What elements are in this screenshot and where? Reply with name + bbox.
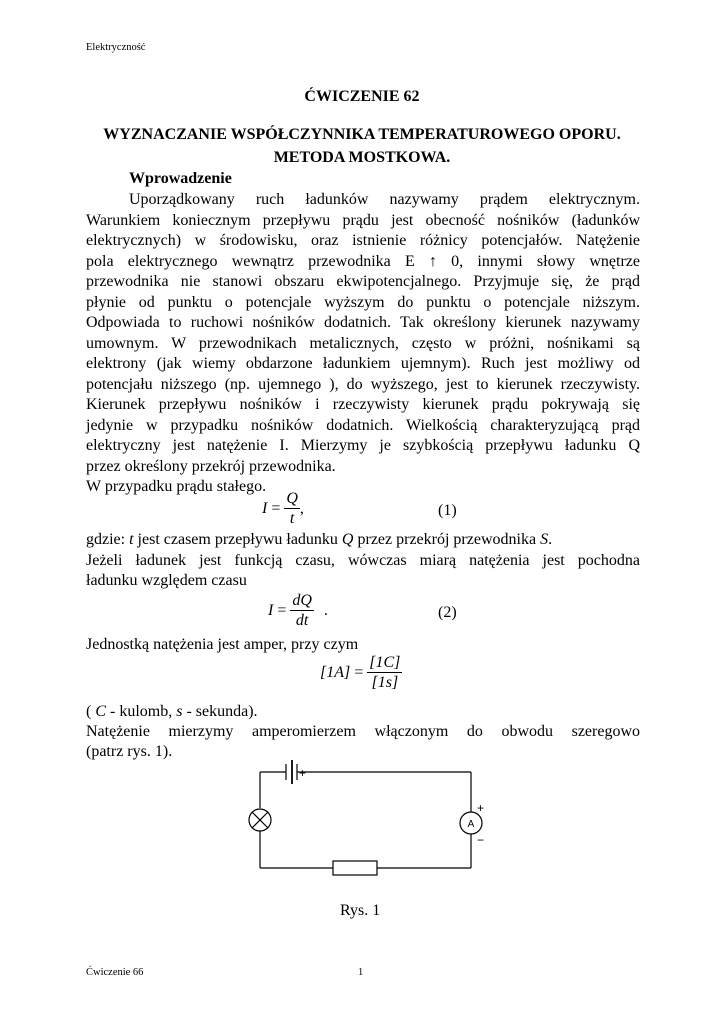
running-header: Elektryczność xyxy=(86,42,146,53)
where-line xyxy=(86,531,552,549)
unit-note-C: C xyxy=(95,703,106,720)
intro-line: pola elektrycznego wewnątrz przewodnika E ↑ 0, innymi słowy wnętrze xyxy=(86,252,640,270)
intro-line: płynie od punktu o potencjale wyższym do punktu o potencjale niższym. xyxy=(86,293,640,311)
unit-lhs: [1A] xyxy=(320,664,351,682)
unit-numerator: [1C] xyxy=(369,654,401,671)
eq2-fraction xyxy=(290,592,314,631)
eq2-dot: . xyxy=(323,602,328,620)
eq2-lhs: I xyxy=(268,602,274,620)
intro-line: przez określony przekrój przewodnika. xyxy=(86,457,336,475)
eq1-lhs: I xyxy=(262,500,268,518)
where-prefix: gdzie: xyxy=(86,531,130,548)
ammeter-label: A xyxy=(467,819,475,830)
intro-line: potencjału niższego (np. ujemnego ), do wyższego, jest to kierunek rzeczywisty. xyxy=(86,375,640,393)
equation-2-number: (2) xyxy=(438,604,457,621)
intro-line: jedynie w przypadku nośników dodatnich. Wielkością charakteryzującą prąd xyxy=(86,416,640,434)
steady-current-line: W przypadku prądu stałego. xyxy=(86,478,267,495)
eq1-numerator: Q xyxy=(286,490,298,507)
intro-line: umownym. W przewodnikach metalicznych, często w próżni, nośnikami są xyxy=(86,334,640,352)
intro-line: elektryczny jest natężenie I. Mierzymy je szybkością przepływu ładunku Q xyxy=(86,437,640,454)
ammeter-plus: + xyxy=(477,801,485,815)
intro-line: Odpowiada to ruchowi nośników dodatnich. Tak określony kierunek nazywamy xyxy=(86,314,640,331)
where-Q: Q xyxy=(341,531,354,548)
resistor-icon xyxy=(333,861,377,875)
where-t: t xyxy=(129,531,134,548)
unit-note-open: ( xyxy=(86,703,96,720)
eq2-denominator: dt xyxy=(295,612,309,629)
unit-equation xyxy=(320,654,402,693)
figure-caption: Rys. 1 xyxy=(340,902,381,919)
unit-line: Jednostką natężenia jest amper, przy czym xyxy=(86,636,359,653)
unit-note-mid: - kulomb, xyxy=(106,703,177,720)
eq1-comma: , xyxy=(299,500,304,518)
eq1-equals: = xyxy=(271,500,281,518)
intro-line: Kierunek przepływu nośników i rzeczywisty kierunek prądu pokrywają się xyxy=(86,396,640,413)
equation-1-number: (1) xyxy=(438,502,457,519)
measure-line-2: (patrz rys. 1). xyxy=(86,743,173,760)
where-end: . xyxy=(548,531,553,548)
eq1-denominator: t xyxy=(289,510,295,527)
where-mid: jest czasem przepływu ładunku xyxy=(133,531,342,548)
where-mid2: przez przekrój przewodnika xyxy=(353,531,541,548)
intro-paragraph xyxy=(86,190,640,498)
derivative-line-2: ładunku względem czasu xyxy=(86,572,247,589)
unit-equals: = xyxy=(354,664,364,682)
unit-note xyxy=(86,703,258,721)
intro-line: elektrycznych) w środowisku, oraz istnienie różnicy potencjałów. Natężenie xyxy=(86,232,640,249)
unit-denominator: [1s] xyxy=(371,674,399,691)
exercise-title-line-1: WYZNACZANIE WSPÓŁCZYNNIKA TEMPERATUROWEGO OPORU. xyxy=(103,126,621,143)
page-number: 1 xyxy=(358,967,364,978)
unit-note-s: s xyxy=(176,703,183,720)
intro-line: Uporządkowany ruch ładunków nazywamy prądem elektrycznym. xyxy=(129,191,640,208)
section-heading: Wprowadzenie xyxy=(129,170,232,187)
intro-line: elektrony (jak wiemy obdarzone ładunkiem ujemnym). Ruch jest możliwy od xyxy=(86,355,640,372)
ammeter-minus: − xyxy=(477,833,485,847)
derivative-line: Jeżeli ładunek jest funkcją czasu, wówczas miarą natężenia jest pochodna xyxy=(86,552,640,569)
eq2-numerator: dQ xyxy=(292,592,312,609)
measure-line-1: Natężenie mierzymy amperomierzem włączonym do obwodu szeregowo xyxy=(86,723,640,740)
footer-left: Ćwiczenie 66 xyxy=(86,967,144,978)
unit-fraction xyxy=(367,654,402,693)
where-S: S xyxy=(540,531,549,548)
eq2-equals: = xyxy=(277,602,287,620)
battery-plus: + xyxy=(299,766,307,780)
intro-line: przewodnika nie stanowi obszaru ekwipotencjalnego. Przyjmuje się, że prąd xyxy=(86,273,640,290)
circuit-diagram xyxy=(240,760,490,880)
eq1-fraction xyxy=(284,490,300,529)
intro-line: Warunkiem koniecznym przepływu prądu jest obecność nośników (ładunków xyxy=(86,211,640,229)
exercise-number: ĆWICZENIE 62 xyxy=(304,88,420,105)
exercise-title-line-2: METODA MOSTKOWA. xyxy=(273,149,451,166)
unit-note-end: - sekunda). xyxy=(182,703,258,720)
equation-1 xyxy=(262,490,304,529)
equation-2 xyxy=(268,592,328,631)
